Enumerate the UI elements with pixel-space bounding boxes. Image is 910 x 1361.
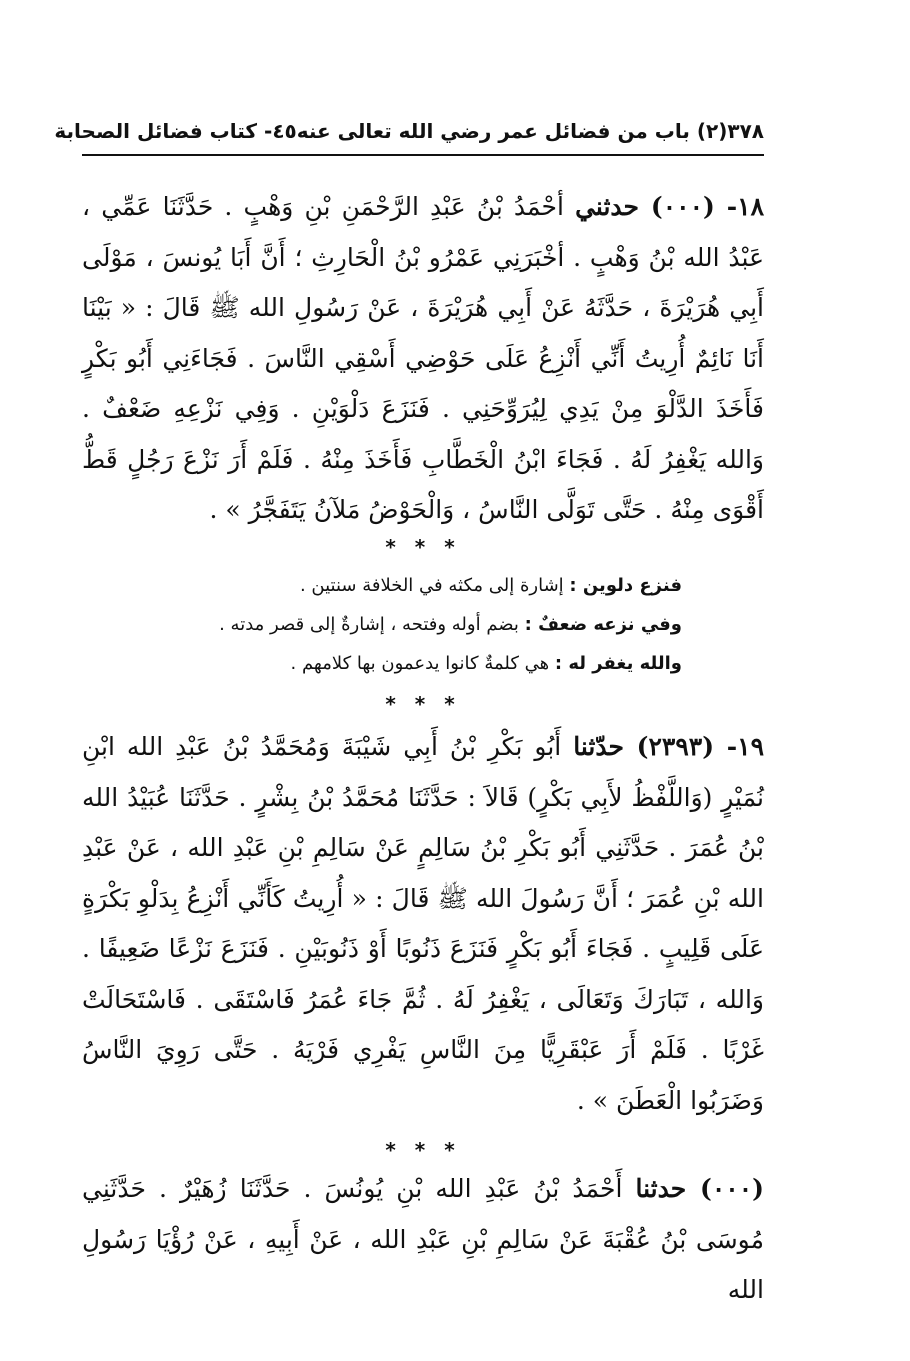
header-page-number: ٣٧٨ xyxy=(727,119,764,143)
note-line xyxy=(82,644,682,683)
header-book-title: ٤٥- كتاب فضائل الصحابة xyxy=(54,119,297,143)
note-term: والله يغفر له : xyxy=(554,653,682,674)
hadith-continuation-lead: (٠٠٠) حدثنا xyxy=(635,1174,765,1203)
note-line xyxy=(82,566,682,605)
running-header xyxy=(54,116,764,146)
note-text: بضم أوله وفتحه ، إشارةٌ إلى قصر مدته . xyxy=(219,614,519,635)
note-text: هي كلمةٌ كانوا يدعمون بها كلامهم . xyxy=(290,653,550,674)
hadith-19-text: أَبُو بَكْرِ بْنُ أَبِي شَيْبَةَ وَمُحَمَّدُ بْنُ عَبْدِ الله ابْنِ نُمَيْرٍ (وَاللَّفْظُ لأَبِي بَكْرٍ) قَالاَ : حَدَّثَنَا مُحَمَّدُ بْنُ بِشْرٍ . حَدَّثَنَا عُبَيْدُ الله بْنُ عُمَرَ . حَدَّثَنِي أَبُو بَكْرِ بْنُ سَالِمٍ عَنْ سَالِمِ بْنِ عَبْدِ الله ، عَنْ عَبْدِ الله بْنِ عُمَرَ ؛ أَنَّ رَسُولَ الله ﷺ قَالَ : « أُرِيتُ كَأَنِّي أَنْزِعُ بِدَلْوِ بَكْرَةٍ عَلَى قَلِيبٍ . فَجَاءَ أَبُو بَكْرٍ فَنَزَعَ ذَنُوبًا أَوْ ذَنُوبَيْنِ . فَنَزَعَ نَزْعًا ضَعِيفًا . وَالله ، تَبَارَكَ وَتَعَالَى ، يَغْفِرُ لَهُ . ثُمَّ جَاءَ عُمَرُ فَاسْتَقَى . فَاسْتَحَالَتْ غَرْبًا . فَلَمْ أَرَ عَبْقَرِيًّا مِنَ النَّاسِ يَفْرِي فَرْيَهُ . حَتَّى رَوِيَ النَّاسُ وَضَرَبُوا الْعَطَنَ » . xyxy=(82,732,764,1115)
note-text: إشارة إلى مكثه في الخلافة سنتين . xyxy=(299,575,564,596)
separator-stars: * * * xyxy=(385,692,461,716)
header-section-title: (٢) باب من فضائل عمر رضي الله تعالى عنه xyxy=(296,119,728,143)
hadith-continuation xyxy=(82,1164,764,1316)
separator-stars: * * * xyxy=(385,1138,461,1162)
hadith-18 xyxy=(82,182,764,536)
hadith-18-lead: ١٨- (٠٠٠) حدثني xyxy=(575,192,764,221)
note-line xyxy=(82,605,682,644)
header-rule xyxy=(82,154,764,156)
hadith-19 xyxy=(82,722,764,1126)
note-term: فنزع دلوين : xyxy=(569,575,682,596)
hadith-19-lead: ١٩- (٢٣٩٣) حدّثنا xyxy=(573,732,764,761)
hadith-continuation-text: أَحْمَدُ بْنُ عَبْدِ الله بْنِ يُونُسَ . حَدَّثَنَا زُهَيْرٌ . حَدَّثَنِي مُوسَى بْنُ عُقْبَةَ عَنْ سَالِمِ بْنِ عَبْدِ الله ، عَنْ أَبِيهِ ، عَنْ رُؤْيَا رَسُولِ الله xyxy=(82,1174,764,1304)
separator-stars: * * * xyxy=(385,535,461,559)
explanatory-notes xyxy=(82,566,682,683)
note-term: وفي نزعه ضعفٌ : xyxy=(524,614,682,635)
hadith-18-text: أحْمَدُ بْنُ عَبْدِ الرَّحْمَنِ بْنِ وَهْبٍ . حَدَّثَنَا عَمِّي ، عَبْدُ الله بْنُ وَهْبٍ . أخْبَرَنِي عَمْرُو بْنُ الْحَارِثِ ؛ أَنَّ أَبَا يُونسَ ، مَوْلَى أَبِي هُرَيْرَةَ ، حَدَّثَهُ عَنْ أَبِي هُرَيْرَةَ ، عَنْ رَسُولِ الله ﷺ قَالَ : « بَيْنَا أَنَا نَائِمٌ أُرِيتُ أَنِّي أَنْزِعُ عَلَى حَوْضِي أَسْقِي النَّاسَ . فَجَاءَنِي أَبُو بَكْرٍ فَأَخَذَ الدَّلْوَ مِنْ يَدِي لِيُرَوِّحَنِي . فَنَزَعَ دَلْوَيْنِ . وَفِي نَزْعِهِ ضَعْفٌ . وَالله يَغْفِرُ لَهُ . فَجَاءَ ابْنُ الْخَطَّابِ فَأَخَذَ مِنْهُ . فَلَمْ أَرَ نَزْعَ رَجُلٍ قَطُّ أَقْوَى مِنْهُ . حَتَّى تَوَلَّى النَّاسُ ، وَالْحَوْضُ مَلآنُ يَتَفَجَّرُ » . xyxy=(82,192,764,524)
